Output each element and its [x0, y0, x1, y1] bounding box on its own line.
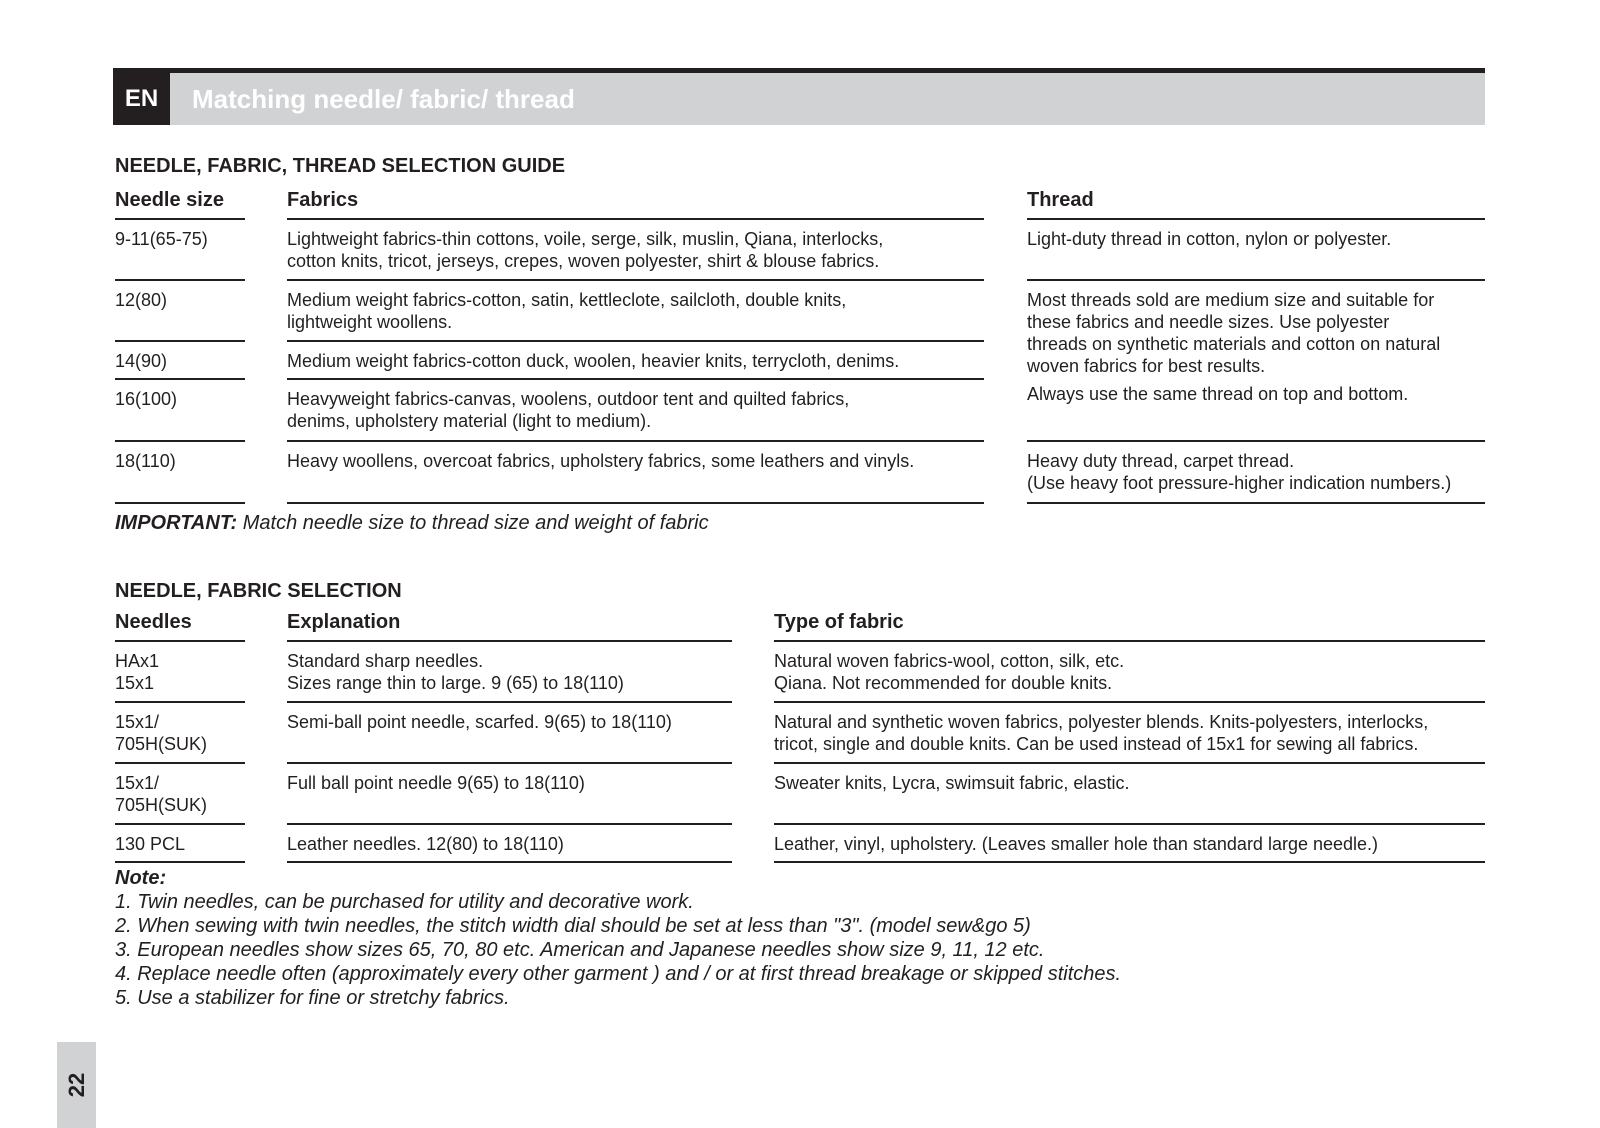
note-item: 5. Use a stabilizer for fine or stretchy fabrics.	[115, 987, 510, 1009]
selection-title: NEEDLE, FABRIC SELECTION	[115, 580, 402, 602]
note-item: 1. Twin needles, can be purchased for utility and decorative work.	[115, 891, 694, 913]
important-note	[115, 512, 709, 535]
selection-col-needles: Needles	[115, 611, 192, 633]
selection-needle: 130 PCL	[115, 834, 186, 854]
selection-needle: HAx1 15x1	[115, 651, 160, 693]
selection-rule	[287, 640, 732, 642]
note-item: 2. When sewing with twin needles, the stitch width dial should be set at less than "3". (model sew&go 5)	[115, 915, 1031, 937]
selection-rule	[774, 762, 1485, 764]
important-text: Match needle size to thread size and weight of fabric	[237, 512, 709, 534]
notes	[115, 866, 1121, 1010]
selection-rule	[774, 701, 1485, 703]
guide-col-thread: Thread	[1027, 189, 1094, 211]
guide-fabric: Lightweight fabrics-thin cottons, voile, serge, silk, muslin, Qiana, interlocks, cotton knits, tricot, jerseys, crepes, woven polyester, shirt & blouse fabrics.	[287, 229, 884, 271]
guide-rule	[1027, 279, 1485, 281]
selection-rule	[287, 701, 732, 703]
guide-rule	[287, 502, 984, 504]
selection-col-explanation: Explanation	[287, 611, 401, 633]
guide-thread: Heavy duty thread, carpet thread. (Use heavy foot pressure-higher indication numbers.)	[1027, 451, 1452, 493]
selection-rule	[774, 823, 1485, 825]
important-label: IMPORTANT:	[115, 512, 238, 534]
guide-rule	[287, 340, 984, 342]
selection-rule	[115, 861, 245, 863]
language-badge: EN	[113, 73, 170, 125]
guide-rule	[115, 440, 245, 442]
selection-rule	[287, 861, 732, 863]
selection-rule	[774, 861, 1485, 863]
selection-col-type-of-fabric: Type of fabric	[774, 611, 904, 633]
page-number-tab	[57, 1042, 96, 1128]
selection-explanation: Standard sharp needles. Sizes range thin to large. 9 (65) to 18(110)	[287, 651, 624, 693]
selection-fabric: Leather, vinyl, upholstery. (Leaves smaller hole than standard large needle.)	[774, 834, 1379, 854]
selection-needle: 15x1/ 705H(SUK)	[115, 773, 208, 815]
guide-needle-size: 12(80)	[115, 290, 168, 310]
guide-rule	[287, 279, 984, 281]
notes-title: Note:	[115, 867, 167, 889]
page-number: 22	[63, 1072, 89, 1098]
guide-rule	[115, 218, 245, 220]
selection-rule	[115, 762, 245, 764]
guide-thread: Light-duty thread in cotton, nylon or polyester.	[1027, 229, 1392, 249]
selection-rule	[287, 823, 732, 825]
selection-rule	[774, 640, 1485, 642]
guide-rule	[1027, 218, 1485, 220]
guide-needle-size: 18(110)	[115, 451, 176, 471]
selection-explanation: Semi-ball point needle, scarfed. 9(65) to 18(110)	[287, 712, 672, 732]
selection-needle: 15x1/ 705H(SUK)	[115, 712, 208, 754]
selection-explanation: Leather needles. 12(80) to 18(110)	[287, 834, 564, 854]
selection-rule	[115, 823, 245, 825]
guide-rule	[115, 279, 245, 281]
guide-rule	[1027, 502, 1485, 504]
guide-needle-size: 14(90)	[115, 351, 168, 371]
selection-fabric: Natural and synthetic woven fabrics, polyester blends. Knits-polyesters, interlocks, tricot, single and double knits. Can be used instead of 15x1 for sewing all fabrics.	[774, 712, 1429, 754]
guide-rule	[287, 440, 984, 442]
guide-fabric: Heavy woollens, overcoat fabrics, upholstery fabrics, some leathers and vinyls.	[287, 451, 915, 471]
guide-rule	[287, 378, 984, 380]
guide-rule	[1027, 440, 1485, 442]
selection-fabric: Natural woven fabrics-wool, cotton, silk, etc. Qiana. Not recommended for double knits.	[774, 651, 1125, 693]
page-title: Matching needle/ fabric/ thread	[192, 84, 575, 114]
guide-needle-size: 9-11(65-75)	[115, 229, 208, 249]
guide-col-needle-size: Needle size	[115, 189, 224, 211]
selection-rule	[115, 640, 245, 642]
guide-col-fabrics: Fabrics	[287, 189, 359, 211]
guide-fabric: Medium weight fabrics-cotton, satin, kettleclote, sailcloth, double knits, lightweight woollens.	[287, 290, 847, 332]
guide-rule	[115, 340, 245, 342]
guide-thread-medium: Most threads sold are medium size and suitable for these fabrics and needle sizes. Use polyester threads on synthetic materials and cotton on natural woven fabrics for best results.	[1027, 290, 1441, 376]
note-item: 3. European needles show sizes 65, 70, 80 etc. American and Japanese needles show size 9, 11, 12 etc.	[115, 939, 1045, 961]
guide-thread-same: Always use the same thread on top and bottom.	[1027, 384, 1409, 404]
selection-rule	[287, 762, 732, 764]
note-item: 4. Replace needle often (approximately every other garment ) and / or at first thread breakage or skipped stitches.	[115, 963, 1122, 985]
selection-rule	[115, 701, 245, 703]
guide-fabric: Medium weight fabrics-cotton duck, woolen, heavier knits, terrycloth, denims.	[287, 351, 900, 371]
guide-title: NEEDLE, FABRIC, THREAD SELECTION GUIDE	[115, 155, 566, 177]
selection-explanation: Full ball point needle 9(65) to 18(110)	[287, 773, 585, 793]
guide-rule	[115, 502, 245, 504]
guide-rule	[115, 378, 245, 380]
guide-rule	[287, 218, 984, 220]
guide-fabric: Heavyweight fabrics-canvas, woolens, outdoor tent and quilted fabrics, denims, upholstery material (light to medium).	[287, 389, 850, 431]
selection-fabric: Sweater knits, Lycra, swimsuit fabric, elastic.	[774, 773, 1130, 793]
guide-needle-size: 16(100)	[115, 389, 178, 409]
